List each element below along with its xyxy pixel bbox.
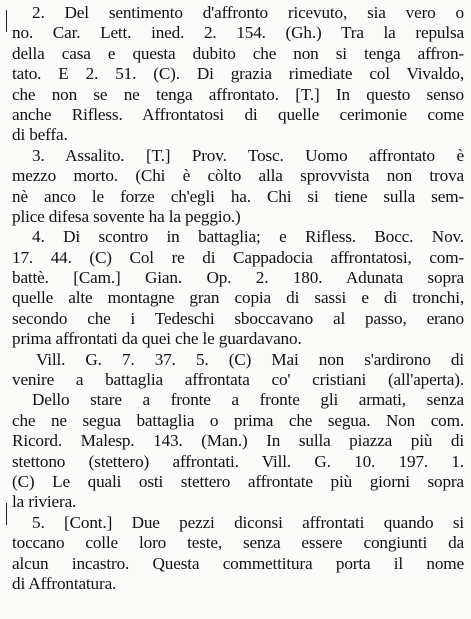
text-line: plice difesa sovente ha la peggio.) [12, 206, 241, 226]
text-line: stettono (stettero) affrontati. Vill. G. 10. 197. 1. [12, 451, 464, 471]
text-line: 17. 44. (C) Col re di Cappadocia affrontatosi, com- [12, 247, 464, 267]
text-line: di beffa. [12, 125, 68, 145]
margin-rule [6, 503, 7, 525]
text-line: 5. [Cont.] Due pezzi diconsi affrontati quando si [32, 512, 464, 532]
text-line: tato. E 2. 51. (C). Di grazia rimediate col Vivaldo, [12, 64, 464, 84]
text-line: Vill. G. 7. 37. 5. (C) Mai non s'ardirono di [36, 349, 464, 369]
text-line: di Affrontatura. [12, 573, 117, 593]
text-line: nè anco le forze ch'egli ha. Chi si tiene sulla sem- [12, 186, 464, 206]
text-line: Dello stare a fronte a fronte gli armati, senza [32, 390, 464, 410]
text-line: no. Car. Lett. ined. 2. 154. (Gh.) Tra la repulsa [12, 23, 464, 43]
text-line: che non se ne tenga affrontato. [T.] In questo senso [12, 84, 464, 104]
text-line: 2. Del sentimento d'affronto ricevuto, sia vero o [32, 3, 464, 22]
text-line: prima affrontati da quei che le guardavano. [12, 329, 302, 349]
text-line: secondo che i Tedeschi sboccavano al passo, erano [12, 308, 464, 328]
text-line: 3. Assalito. [T.] Prov. Tosc. Uomo affrontato è [32, 145, 464, 165]
text-line: quelle alte montagne gran copia di sassi e di tronchi, [12, 288, 464, 308]
text-line: che ne segua battaglia o prima che segua. Non com. [12, 410, 464, 430]
text-line: Ricord. Malesp. 143. (Man.) In sulla piazza più di [12, 431, 464, 451]
text-line: (C) Le quali osti stettero affrontate più giorni sopra [12, 471, 464, 491]
text-line: anche Rifless. Affrontatosi di quelle cerimonie come [12, 104, 464, 124]
margin-rule [6, 10, 7, 32]
text-line: battè. [Cam.] Gian. Op. 2. 180. Adunata sopra [12, 268, 464, 288]
text-line: della casa e questa dubito che non si tenga affron- [12, 43, 464, 63]
text-line: venire a battaglia affrontata co' cristiani (all'aperta). [12, 370, 464, 390]
text-line: 4. Di scontro in battaglia; e Rifless. Bocc. Nov. [32, 227, 464, 247]
text-line: alcun incastro. Questa commettitura porta il nome [12, 553, 464, 573]
dictionary-entry-text [12, 3, 464, 594]
text-line: la riviera. [12, 492, 77, 512]
text-line: mezzo morto. (Chi è còlto alla sprovvista non trova [12, 166, 464, 186]
text-line: toccano colle loro teste, senza essere congiunti da [12, 533, 464, 553]
